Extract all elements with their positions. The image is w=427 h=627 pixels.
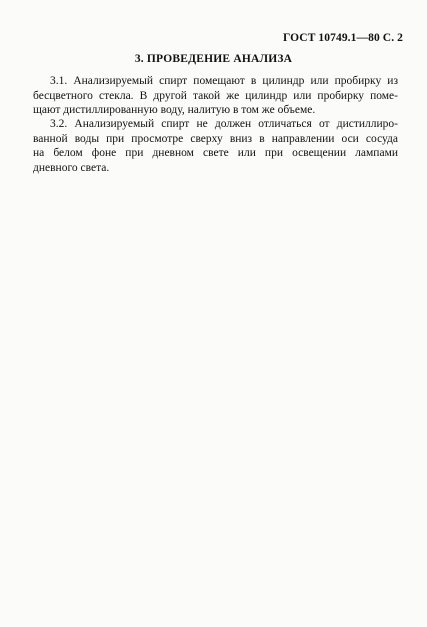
paragraph-3-2 (33, 117, 398, 175)
paragraph-line: на белом фоне при дневном свете или при освещении лампами (33, 147, 398, 159)
paragraph-line: щают дистиллированную воду, налитую в том же объеме. (33, 104, 316, 116)
paragraph-line: бесцветного стекла. В другой такой же цилиндр или пробирку поме- (33, 89, 398, 102)
paragraph-line: 3.1. Анализируемый спирт помещают в цилиндр или пробирку из (50, 75, 398, 87)
section-title: 3. ПРОВЕДЕНИЕ АНАЛИЗА (134, 53, 293, 65)
paragraph-3-1 (33, 74, 398, 118)
paragraph-line: дневного света. (33, 161, 110, 174)
paragraph-line: 3.2. Анализируемый спирт не должен отличаться от дистиллиро- (50, 118, 398, 130)
paragraph-line: ванной воды при просмотре сверху вниз в направлении оси сосуда (33, 132, 398, 145)
page-header: ГОСТ 10749.1—80 С. 2 (282, 32, 403, 44)
